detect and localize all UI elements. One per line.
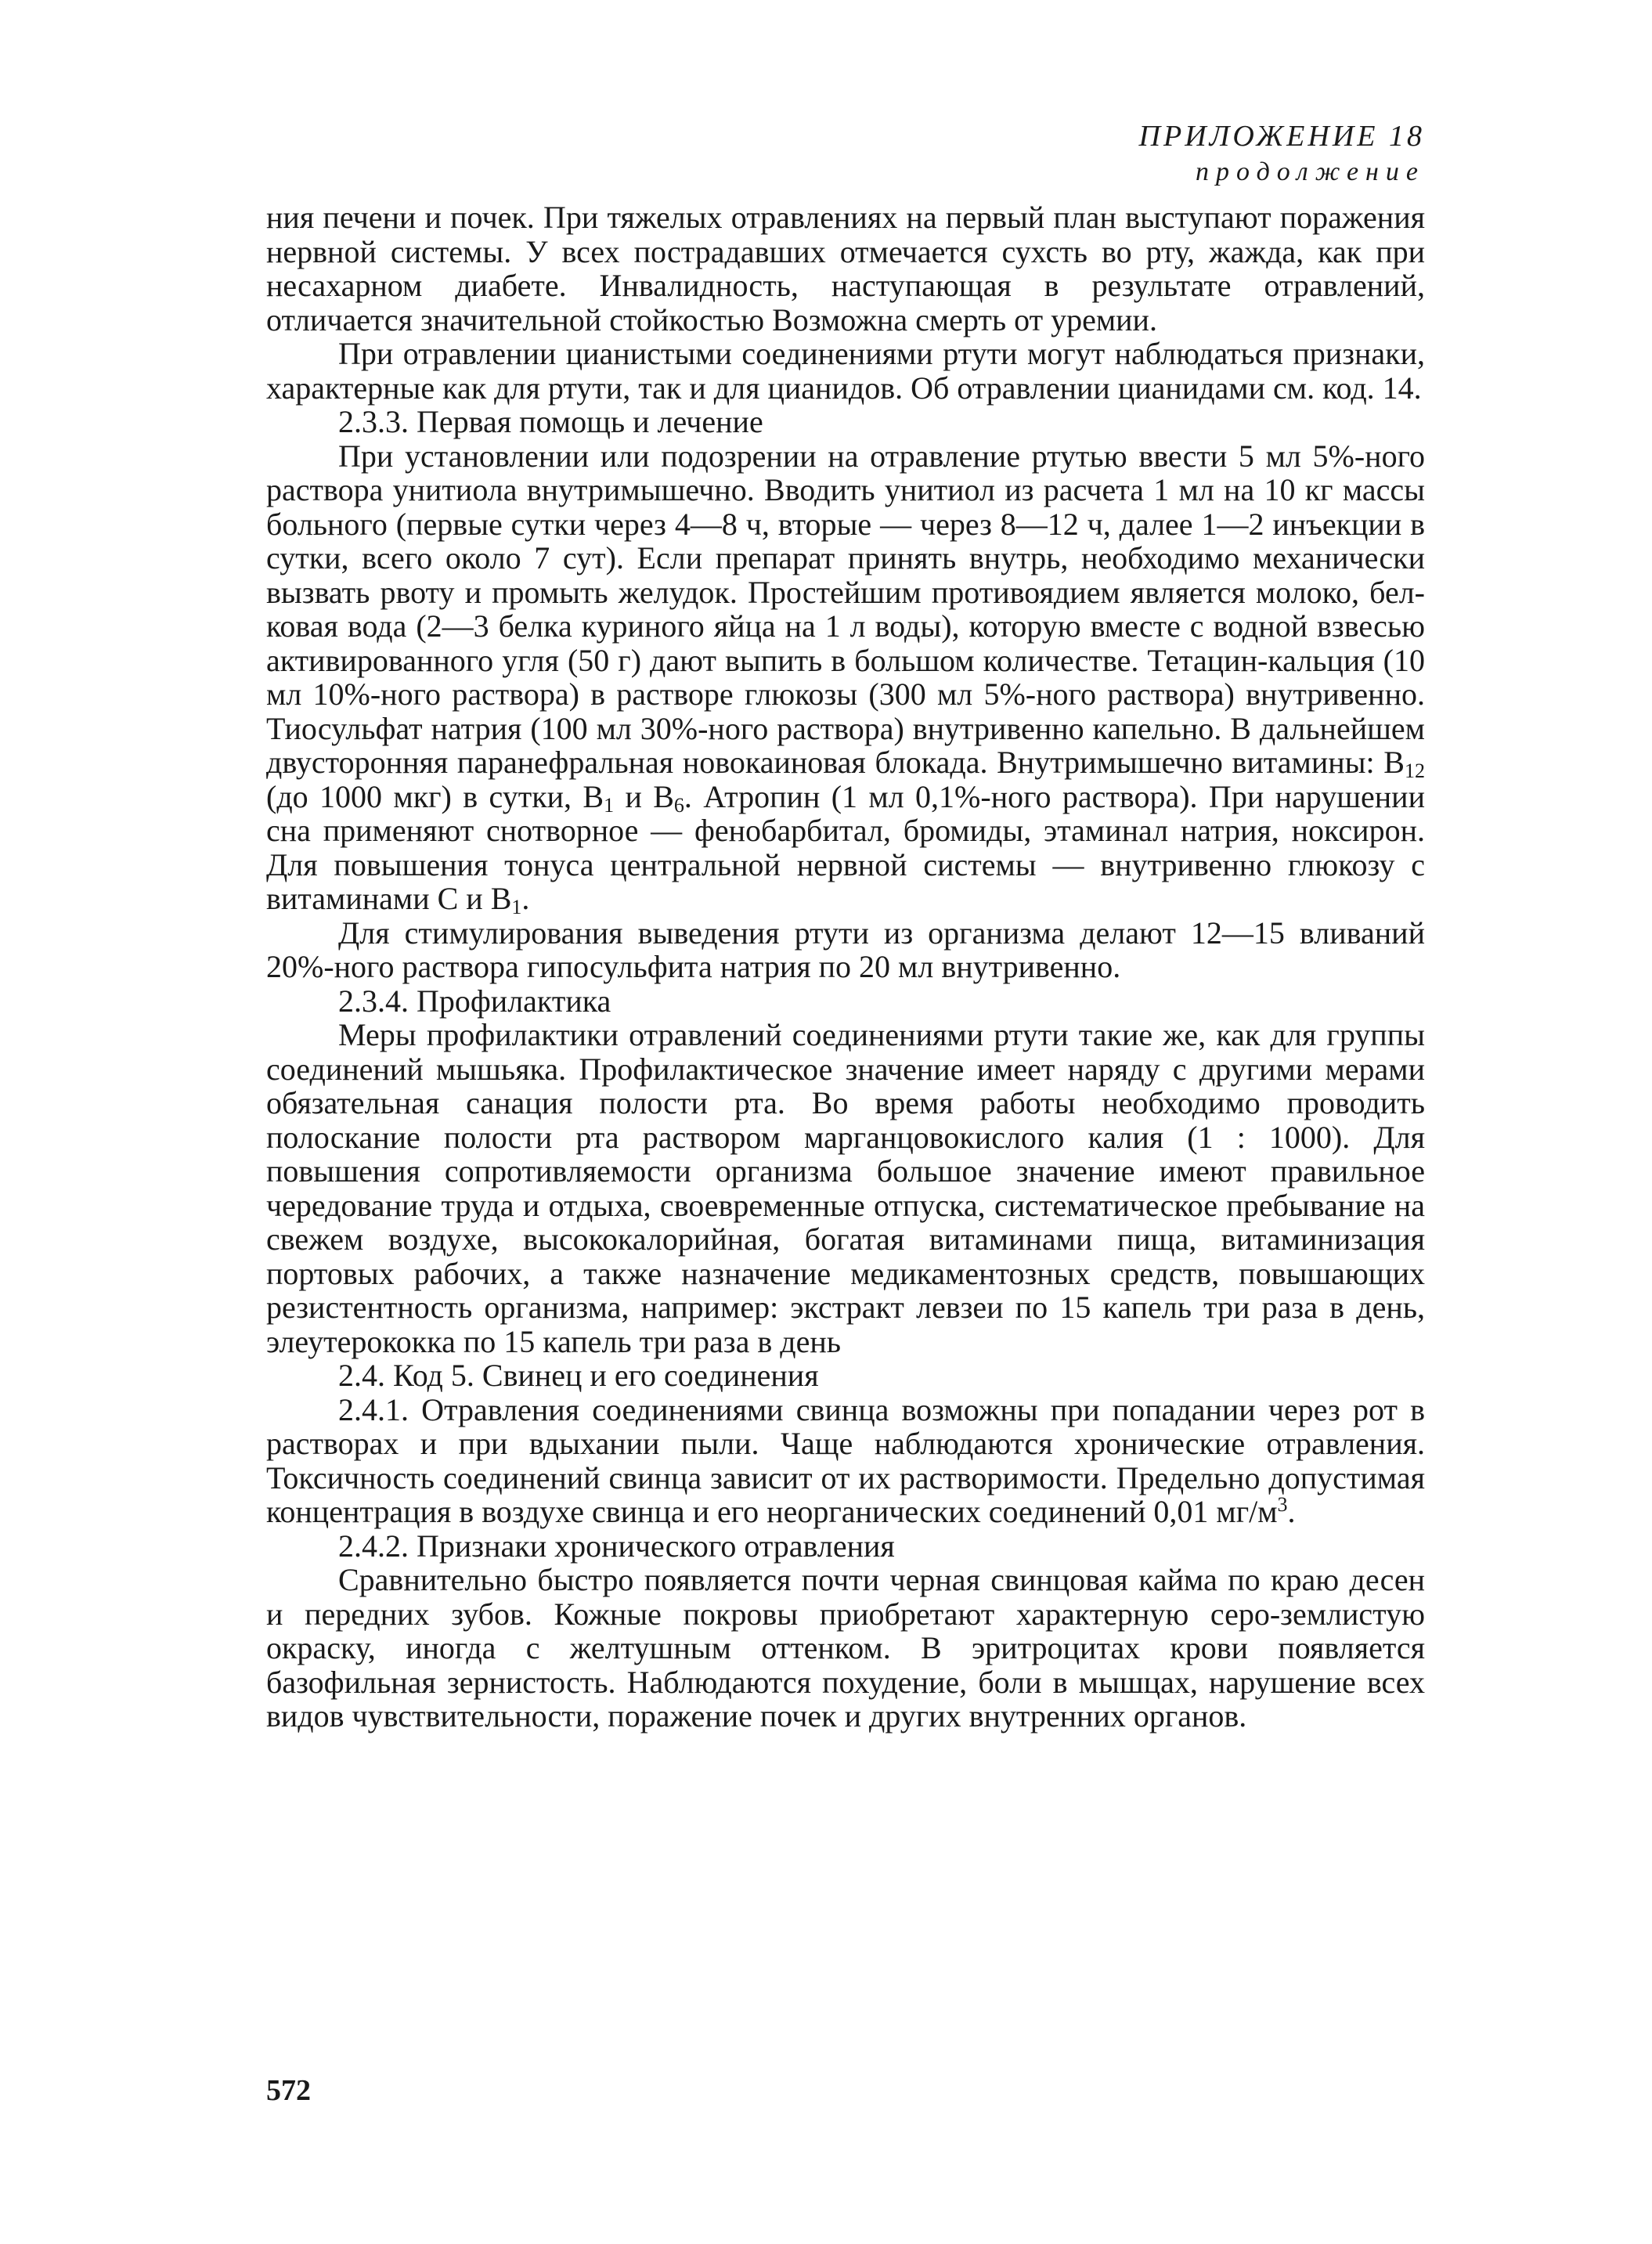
paragraph: При установлении или подозрении на отравление ртутью ввести 5 мл 5%-ного раствора унитиола внутримышечно. Вводить унитиол из расчета 1 мл на 10 кг массы больного (первые сутки через 4—8 ч, вторые — через 8—12 ч, далее 1—2 инъекции в сутки, всего около 7 сут). Если препарат принять внутрь, необходимо механически вызвать рвоту и промыть желудок. Простейшим противоядием является молоко, белковая вода (2—3 белка куриного яйца на 1 л воды), которую вместе с водной взвесью активированного угля (50 г) дают выпить в большом количестве. Тетацин-кальция (10 мл 10%-ного раствора) в растворе глюкозы (300 мл 5%-ного раствора) внутривенно. Тиосульфат натрия (100 мл 30%-ного раствора) внутривенно капельно. В дальнейшем двусторонняя паранефральная новокаиновая блокада. Внутримышечно витамины: $B_{12}$ (до 1000 мкг) в сутки, $B_1$ и $B_6$. Атропин (1 мл 0,1%-ного раствора). При нарушении сна применяют снотворное — фенобарбитал, бромиды, этаминал натрия, ноксирон. Для повышения тонуса центральной нервной системы — внутривенно глюкозу с витаминами C и $B_1$. xyxy=(266,438,1425,918)
paragraph: Меры профилактики отравлений соединениями ртути такие же, как для группы соединений мышьяка. Профилактическое значение имеет наряду с другими мерами обязательная санация полости рта. Во время работы необходимо проводить полоскание полости рта раствором марганцовокислого калия (1 : 1000). Для повышения сопротивляемости организма большое значение имеют правильное чередование труда и отдыха, своевременные отпуска, систематическое пребывание на свежем воздухе, высококалорийная, богатая витаминами пища, витаминизация портовых рабочих, а также назначение медикаментозных средств, повышающих резистентность организма, например: экстракт левзеи по 15 капель три раза в день, элеутерококка по 15 капель три раза в день xyxy=(266,1017,1425,1359)
paragraph: При отравлении цианистыми соединениями ртути могут наблюдаться признаки, характерные как для ртути, так и для цианидов. Об отравлении цианидами см. код. 14. xyxy=(266,336,1425,406)
paragraph: Сравнительно быстро появляется почти черная свинцовая кайма по краю десен и передних зубов. Кожные покровы приобретают характерную серо-землистую окраску, иногда с желтушным оттенком. В эритроцитах крови появляется базофильная зернистость. Наблюдаются похудение, боли в мышцах, нарушение всех видов чувствительности, поражение почек и других внутренних органов. xyxy=(266,1562,1425,1734)
page-number: 572 xyxy=(266,2074,311,2107)
continuation-label: продолжение xyxy=(1196,157,1425,186)
paragraph: Для стимулирования выведения ртути из организма делают 12—15 вливаний 20%-ного раствора гипосульфита натрия по 20 мл внутривенно. xyxy=(266,915,1425,984)
body-text xyxy=(266,200,1425,1734)
page-header xyxy=(266,117,1425,189)
section-heading: 2.4. Код 5. Свинец и его соединения xyxy=(338,1358,819,1393)
section-heading: 2.3.3. Первая помощь и лечение xyxy=(338,404,763,439)
paragraph: 2.4.1. Отравления соединениями свинца возможны при попадании через рот в растворах и при вдыхании пыли. Чаще наблюдаются хронические отравления. Токсичность соединений свинца зависит от их растворимости. Предельно допустимая концентрация в воздухе свинца и его неорганических соединений 0,01 $мг/м^3$. xyxy=(266,1391,1425,1529)
page-content xyxy=(266,117,1425,1734)
paragraph: ния печени и почек. При тяжелых отравлениях на первый план выступают поражения нервной системы. У всех пострадавших отмечается сухсть во рту, жажда, как при несахарном диабете. Инвалидность, наступающая в результате отравлений, отличается значительной стойкостью Возможна смерть от уремии. xyxy=(266,200,1425,337)
section-heading: 2.4.2. Признаки хронического отравления xyxy=(338,1528,895,1564)
appendix-title: ПРИЛОЖЕНИЕ 18 xyxy=(1138,120,1425,153)
section-heading: 2.3.4. Профилактика xyxy=(338,983,611,1019)
